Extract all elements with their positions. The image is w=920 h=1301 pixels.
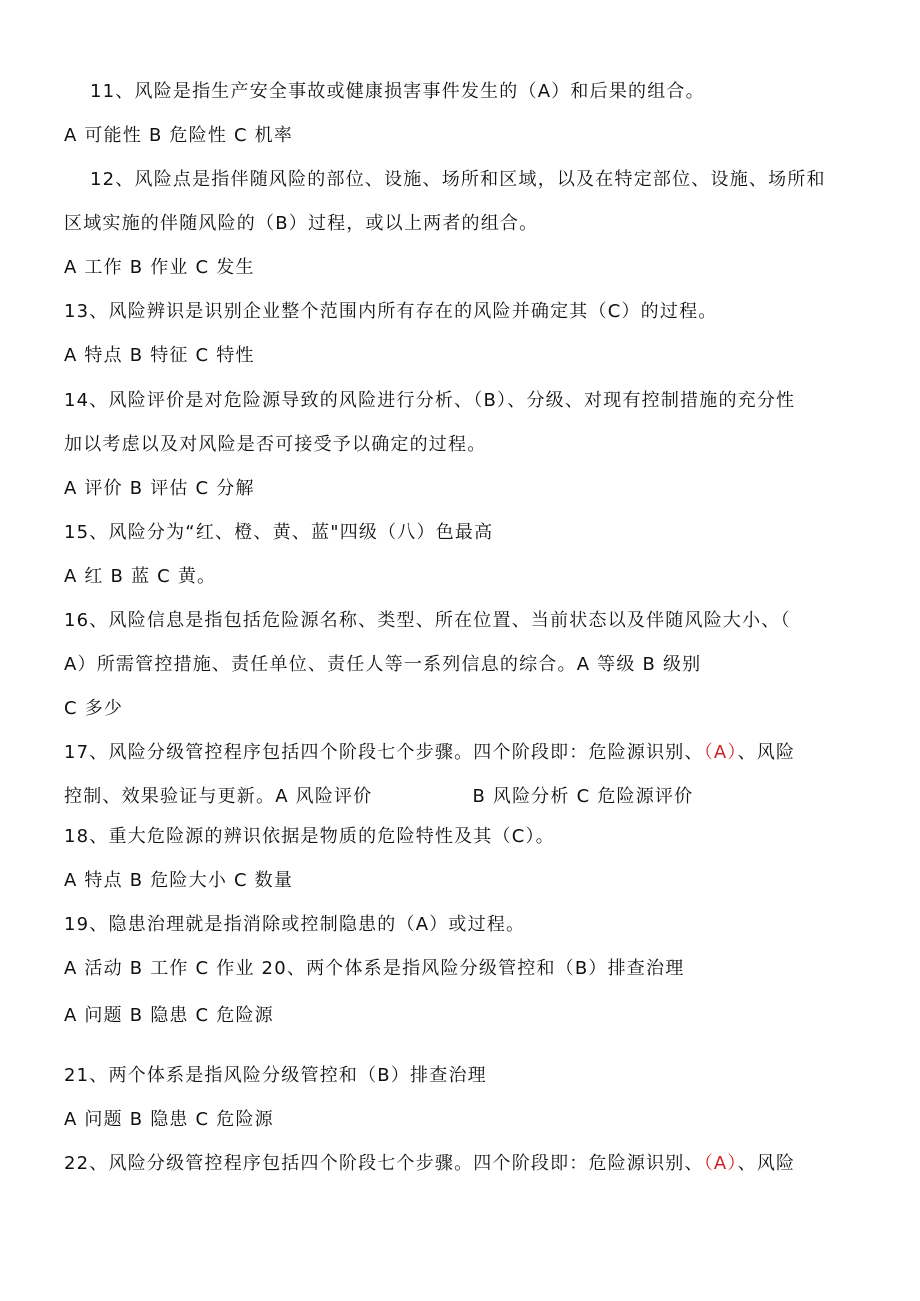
options-20: A 问题 B 隐患 C 危险源	[64, 1005, 274, 1026]
question-14-line-2: 加以考虑以及对风险是否可接受予以确定的过程。	[64, 434, 487, 455]
options-13: A 特点 B 特征 C 特性	[64, 345, 255, 366]
question-17-line-2	[64, 785, 693, 809]
question-15: 15、风险分为“红、橙、黄、蓝"四级（八）色最高	[64, 522, 494, 543]
question-22-answer: （A）	[703, 1153, 738, 1174]
question-21: 21、两个体系是指风险分级管控和（B）排查治理	[64, 1065, 487, 1086]
options-19-question-20: A 活动 B 工作 C 作业 20、两个体系是指风险分级管控和（B）排查治理	[64, 958, 685, 979]
question-18: 18、重大危险源的辨识依据是物质的危险特性及其（C）。	[64, 826, 555, 847]
question-17-text: 17、风险分级管控程序包括四个阶段七个步骤。四个阶段即：危险源识别、	[64, 742, 704, 763]
question-17-text-tail: 、风险	[737, 742, 796, 763]
question-12-line-2: 区域实施的伴随风险的（B）过程，或以上两者的组合。	[64, 213, 539, 234]
options-12: A 工作 B 作业 C 发生	[64, 257, 255, 278]
question-19: 19、隐患治理就是指消除或控制隐患的（A）或过程。	[64, 914, 526, 935]
question-22-line-1	[64, 1152, 795, 1176]
question-12-line-1: 12、风险点是指伴随风险的部位、设施、场所和区域，以及在特定部位、设施、场所和	[90, 169, 826, 190]
options-11: A 可能性 B 危险性 C 机率	[64, 125, 294, 146]
question-17-answer: （A）	[703, 742, 738, 763]
question-16-line-1: 16、风险信息是指包括危险源名称、类型、所在位置、当前状态以及伴随风险大小、（	[64, 610, 791, 631]
question-17-line-1	[64, 741, 795, 765]
question-13: 13、风险辨识是识别企业整个范围内所有存在的风险并确定其（C）的过程。	[64, 301, 718, 322]
options-21: A 问题 B 隐患 C 危险源	[64, 1109, 274, 1130]
options-16-tail: C 多少	[64, 698, 124, 719]
question-22-text: 22、风险分级管控程序包括四个阶段七个步骤。四个阶段即：危险源识别、	[64, 1153, 704, 1174]
question-14-line-1: 14、风险评价是对危险源导致的风险进行分析、（B）、分级、对现有控制措施的充分性	[64, 390, 796, 411]
question-22-text-tail: 、风险	[737, 1153, 796, 1174]
options-18: A 特点 B 危险大小 C 数量	[64, 870, 294, 891]
options-15: A 红 B 蓝 C 黄。	[64, 566, 217, 587]
options-14: A 评价 B 评估 C 分解	[64, 478, 255, 499]
question-17-options-bc: B 风险分析 C 危险源评价	[472, 786, 694, 807]
question-11: 11、风险是指生产安全事故或健康损害事件发生的（A）和后果的组合。	[90, 81, 705, 102]
question-16-line-2: A）所需管控措施、责任单位、责任人等一系列信息的综合。A 等级 B 级别	[64, 654, 702, 675]
question-17-option-a: 控制、效果验证与更新。A 风险评价	[64, 786, 373, 807]
